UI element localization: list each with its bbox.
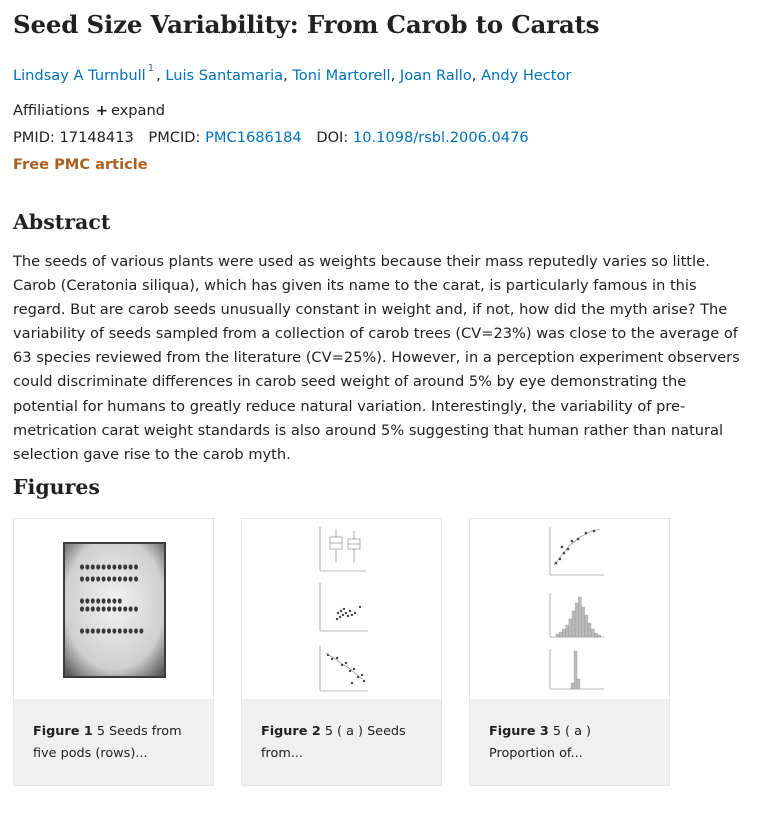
doi-label: DOI:	[316, 129, 349, 146]
figure-card-2[interactable]	[241, 518, 442, 786]
free-pmc-badge: Free PMC article	[13, 156, 148, 173]
figure-3-caption-text: 5 ( a ) Proportion of...	[489, 724, 592, 761]
abstract-heading: Abstract	[13, 210, 111, 234]
pmid-label: PMID:	[13, 129, 55, 146]
figure-card-3[interactable]	[469, 518, 670, 786]
pmcid-label: PMCID:	[148, 129, 201, 146]
abstract-text: The seeds of various plants were used as weights because their mass reputedly varies so little. Carob (Ceratonia siliqua), which has given its name to the carat, is particularly famous in this regard. But are carob seeds unusually constant in weight and, if not, how did the myth arise? The variability of seeds sampled from a collection of carob trees (CV=23%) was close to the average of 63 species reviewed from the literature (CV=25%). However, in a perception experiment observers could discriminate differences in carob seed weight of around 5% by eye demonstrating the potential for humans to greatly reduce natural variation. Interestingly, the variability of pre-metrication carat weight standards is also around 5% suggesting that human rather than natural selection gave rise to the carob myth.	[13, 253, 740, 463]
figure-2-plots-image	[242, 519, 441, 699]
figure-3-plots-image	[470, 519, 669, 699]
figure-2-label: Figure 2	[261, 724, 321, 739]
expand-label: expand	[110, 102, 166, 119]
doi-link[interactable]: 10.1098/rsbl.2006.0476	[352, 129, 529, 146]
identifiers	[13, 129, 529, 146]
seed-photo-image	[14, 519, 213, 699]
author-link-turnbull[interactable]: Lindsay A Turnbull	[13, 66, 146, 84]
author-link-rallo[interactable]: Joan Rallo	[399, 66, 472, 84]
pmcid-link[interactable]: PMC1686184	[205, 129, 302, 146]
affiliation-marker[interactable]: 1	[147, 63, 155, 74]
affiliations-label: Affiliations	[13, 102, 90, 119]
affiliations-toggle[interactable]	[13, 102, 165, 119]
author-link-santamaria[interactable]: Luis Santamaria	[165, 66, 284, 84]
author-link-martorell[interactable]: Toni Martorell	[292, 66, 391, 84]
figure-1-label: Figure 1	[33, 724, 93, 739]
figure-1-caption-text: 5 Seeds from five pods (rows)...	[33, 724, 182, 761]
figure-3-caption	[470, 699, 669, 785]
author-list: Lindsay A Turnbull $^1$ , Luis Santamaria, Toni Martorell, Joan Rallo, Andy Hector	[13, 63, 572, 84]
figure-2-caption	[242, 699, 441, 785]
plus-icon: +	[95, 102, 108, 119]
figure-1-thumbnail[interactable]	[14, 519, 213, 699]
figure-2-thumbnail[interactable]	[242, 519, 441, 699]
figure-1-caption	[14, 699, 213, 785]
article-title: Seed Size Variability: From Carob to Carats	[13, 10, 600, 39]
pmid-value: 17148413	[59, 129, 134, 146]
figures-heading: Figures	[13, 475, 100, 499]
figure-card-1[interactable]	[13, 518, 214, 786]
figure-3-label: Figure 3	[489, 724, 549, 739]
figure-2-caption-text: 5 ( a ) Seeds from...	[261, 724, 406, 761]
figure-3-thumbnail[interactable]	[470, 519, 669, 699]
author-link-hector[interactable]: Andy Hector	[481, 66, 572, 84]
